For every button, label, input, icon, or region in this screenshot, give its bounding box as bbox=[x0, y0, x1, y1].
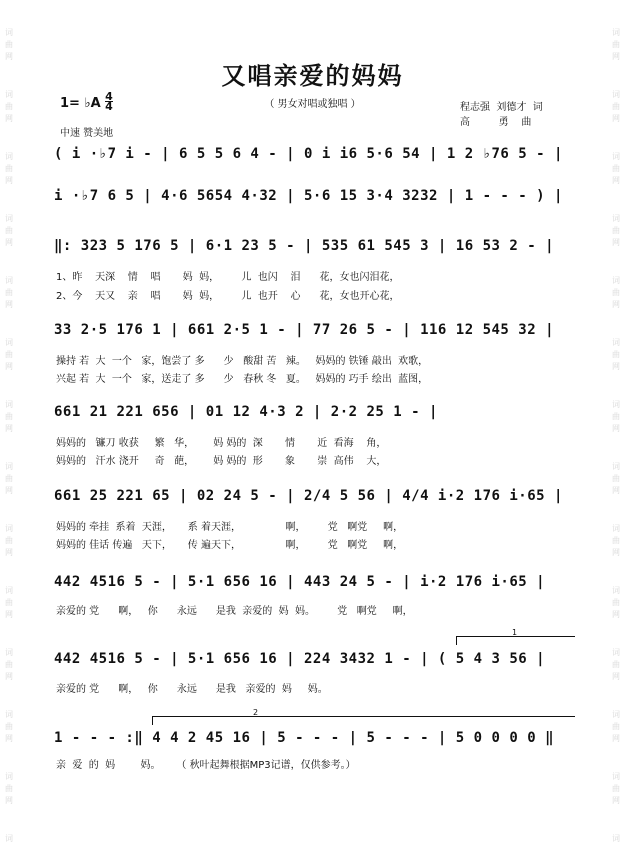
watermark-glyph: 曲 bbox=[612, 536, 620, 545]
watermark-glyph: 网 bbox=[5, 610, 13, 619]
volta-bracket-1 bbox=[456, 628, 575, 645]
watermark-glyph: 网 bbox=[612, 362, 620, 371]
lyric-line: 亲爱的 党 啊， 你 永远 是我 亲爱的 妈 妈。 党 啊党 啊， bbox=[56, 606, 413, 617]
watermark-glyph: 网 bbox=[612, 610, 620, 619]
watermark-glyph: 网 bbox=[612, 672, 620, 681]
watermark-glyph: 曲 bbox=[5, 722, 13, 731]
watermark-glyph: 词 bbox=[5, 276, 13, 285]
watermark-glyph: 曲 bbox=[612, 784, 620, 793]
watermark-glyph: 曲 bbox=[5, 164, 13, 173]
watermark-glyph: 词 bbox=[612, 90, 620, 99]
music-line: 442 4516 5 - | 5·1 656 16 | 443 24 5 - | i·2 176 i·65 | bbox=[54, 574, 546, 590]
lyric-line: 操持 若 大 一个 家，饱尝了 多 少 酸甜 苦 辣。 妈妈的 铁锤 敲出 欢歌， bbox=[56, 356, 429, 367]
watermark-column-left bbox=[2, 0, 16, 842]
watermark-glyph: 曲 bbox=[612, 350, 620, 359]
music-line: 661 21 221 656 | 01 12 4·3 2 | 2·2 25 1 - | bbox=[54, 404, 438, 420]
volta-number: 2 bbox=[253, 708, 259, 717]
watermark-glyph: 词 bbox=[612, 214, 620, 223]
watermark-glyph: 词 bbox=[612, 338, 620, 347]
watermark-glyph: 词 bbox=[612, 648, 620, 657]
lyric-line: 亲爱的 党 啊， 你 永远 是我 亲爱的 妈 妈。 bbox=[56, 684, 328, 695]
watermark-glyph: 曲 bbox=[5, 288, 13, 297]
watermark-glyph: 网 bbox=[5, 362, 13, 371]
watermark-glyph: 曲 bbox=[5, 536, 13, 545]
watermark-glyph: 词 bbox=[5, 586, 13, 595]
watermark-glyph: 曲 bbox=[5, 40, 13, 49]
watermark-glyph: 网 bbox=[5, 300, 13, 309]
watermark-glyph: 网 bbox=[612, 300, 620, 309]
watermark-glyph: 词 bbox=[5, 214, 13, 223]
watermark-glyph: 网 bbox=[5, 548, 13, 557]
watermark-glyph: 曲 bbox=[5, 660, 13, 669]
watermark-glyph: 词 bbox=[612, 152, 620, 161]
tempo-marking: 中速 赞美地 bbox=[60, 128, 114, 139]
lyric-line: 1、昨 天深 情 唱 妈 妈， 儿 也闪 泪 花，女也闪泪花， bbox=[56, 272, 400, 283]
music-line: 1 - - - :‖ 4 4 2 45 16 | 5 - - - | 5 - - - | 5 0 0 0 0 ‖ bbox=[54, 730, 555, 746]
watermark-glyph: 词 bbox=[5, 710, 13, 719]
watermark-glyph: 网 bbox=[5, 238, 13, 247]
lyric-line: 妈妈的 佳话 传遍 天下， 传 遍天下， 啊， 党 啊党 啊， bbox=[56, 540, 404, 551]
volta-bracket-2 bbox=[152, 708, 575, 725]
time-signature bbox=[105, 92, 113, 111]
watermark-glyph: 词 bbox=[5, 338, 13, 347]
composer-credit: 高 勇 曲 bbox=[460, 117, 532, 128]
watermark-glyph: 网 bbox=[5, 424, 13, 433]
watermark-glyph: 词 bbox=[612, 400, 620, 409]
watermark-glyph: 网 bbox=[5, 734, 13, 743]
music-line: 661 25 221 65 | 02 24 5 - | 2/4 5 56 | 4/4 i·2 176 i·65 | bbox=[54, 488, 563, 504]
watermark-glyph: 词 bbox=[5, 400, 13, 409]
watermark-glyph: 网 bbox=[5, 176, 13, 185]
watermark-glyph: 词 bbox=[5, 648, 13, 657]
watermark-glyph: 曲 bbox=[612, 474, 620, 483]
watermark-glyph: 网 bbox=[612, 176, 620, 185]
watermark-glyph: 网 bbox=[5, 796, 13, 805]
watermark-glyph: 曲 bbox=[612, 598, 620, 607]
watermark-glyph: 曲 bbox=[5, 474, 13, 483]
meter-top: 4 bbox=[105, 90, 113, 103]
watermark-glyph: 曲 bbox=[612, 288, 620, 297]
watermark-glyph: 词 bbox=[612, 462, 620, 471]
watermark-glyph: 曲 bbox=[5, 102, 13, 111]
key-signature: 1= ♭A bbox=[60, 96, 101, 111]
watermark-glyph: 网 bbox=[612, 796, 620, 805]
watermark-glyph: 词 bbox=[612, 28, 620, 37]
lyric-line: 妈妈的 汗水 浇开 奇 葩， 妈 妈的 形 象 崇 高伟 大， bbox=[56, 456, 387, 467]
watermark-glyph: 曲 bbox=[5, 350, 13, 359]
watermark-glyph: 词 bbox=[5, 90, 13, 99]
watermark-glyph: 曲 bbox=[5, 598, 13, 607]
music-line: i ·♭7 6 5 | 4·6 5654 4·32 | 5·6 15 3·4 3232 | 1 - - - ) | bbox=[54, 188, 563, 204]
watermark-glyph: 曲 bbox=[612, 226, 620, 235]
watermark-glyph: 词 bbox=[612, 276, 620, 285]
watermark-glyph: 网 bbox=[5, 486, 13, 495]
volta-number: 1 bbox=[512, 628, 518, 637]
watermark-glyph: 词 bbox=[612, 834, 620, 843]
song-title: 又唱亲爱的妈妈 bbox=[221, 62, 404, 90]
watermark-glyph: 网 bbox=[5, 52, 13, 61]
watermark-glyph: 曲 bbox=[612, 164, 620, 173]
music-line: ‖: 323 5 176 5 | 6·1 23 5 - | 535 61 545 3 | 16 53 2 - | bbox=[54, 238, 555, 254]
lyric-line: 亲 爱 的 妈 妈。 （ 秋叶起舞根据MP3记谱，仅供参考。） bbox=[56, 760, 356, 771]
lyric-line: 妈妈的 牵挂 系着 天涯， 系 着天涯， 啊， 党 啊党 啊， bbox=[56, 522, 404, 533]
watermark-glyph: 曲 bbox=[612, 660, 620, 669]
lyric-line: 2、今 天又 亲 唱 妈 妈， 儿 也开 心 花，女也开心花， bbox=[56, 291, 400, 302]
watermark-glyph: 词 bbox=[5, 772, 13, 781]
lyric-line: 妈妈的 镰刀 收获 繁 华， 妈 妈的 深 情 近 看海 角， bbox=[56, 438, 387, 449]
music-line: 442 4516 5 - | 5·1 656 16 | 224 3432 1 - | ( 5 4 3 56 | bbox=[54, 651, 546, 667]
music-line: 33 2·5 176 1 | 661 2·5 1 - | 77 26 5 - | 116 12 545 32 | bbox=[54, 322, 555, 338]
watermark-glyph: 网 bbox=[612, 734, 620, 743]
credits bbox=[460, 100, 543, 130]
meter-bottom: 4 bbox=[105, 100, 113, 113]
watermark-glyph: 网 bbox=[612, 486, 620, 495]
watermark-glyph: 曲 bbox=[5, 784, 13, 793]
watermark-glyph: 网 bbox=[612, 238, 620, 247]
watermark-glyph: 网 bbox=[5, 672, 13, 681]
watermark-glyph: 词 bbox=[5, 524, 13, 533]
watermark-glyph: 词 bbox=[5, 462, 13, 471]
watermark-glyph: 曲 bbox=[5, 412, 13, 421]
lyric-line: 兴起 若 大 一个 家，送走了 多 少 春秋 冬 夏。 妈妈的 巧手 绘出 蓝图， bbox=[56, 374, 429, 385]
watermark-glyph: 网 bbox=[612, 114, 620, 123]
watermark-glyph: 曲 bbox=[612, 722, 620, 731]
watermark-glyph: 词 bbox=[612, 710, 620, 719]
watermark-glyph: 网 bbox=[612, 548, 620, 557]
watermark-glyph: 网 bbox=[5, 114, 13, 123]
watermark-glyph: 网 bbox=[612, 424, 620, 433]
watermark-glyph: 词 bbox=[5, 834, 13, 843]
watermark-glyph: 词 bbox=[5, 152, 13, 161]
watermark-glyph: 曲 bbox=[612, 412, 620, 421]
lyricist-credit: 程志强 刘德才 词 bbox=[460, 102, 543, 113]
watermark-glyph: 词 bbox=[612, 586, 620, 595]
watermark-glyph: 词 bbox=[612, 772, 620, 781]
watermark-glyph: 词 bbox=[612, 524, 620, 533]
watermark-glyph: 网 bbox=[612, 52, 620, 61]
watermark-glyph: 曲 bbox=[5, 226, 13, 235]
watermark-glyph: 词 bbox=[5, 28, 13, 37]
performance-note: （ 男女对唱或独唱 ） bbox=[264, 99, 361, 110]
watermark-column-right bbox=[609, 0, 623, 842]
watermark-glyph: 曲 bbox=[612, 40, 620, 49]
music-line: ( i ·♭7 i - | 6 5 5 6 4 - | 0 i i6 5·6 54 | 1 2 ♭76 5 - | bbox=[54, 146, 563, 162]
watermark-glyph: 曲 bbox=[612, 102, 620, 111]
